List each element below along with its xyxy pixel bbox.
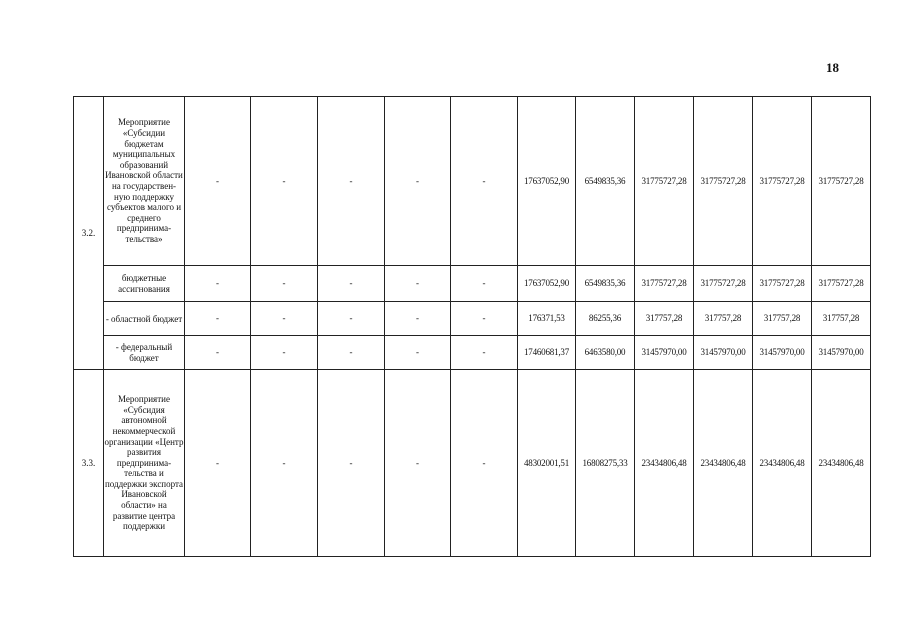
empty-value-cell: - xyxy=(451,97,518,266)
amount-cell: 31457970,00 xyxy=(753,336,812,370)
empty-value-cell: - xyxy=(251,336,318,370)
amount-cell: 176371,53 xyxy=(518,302,576,336)
empty-value-cell: - xyxy=(318,336,385,370)
empty-value-cell: - xyxy=(451,370,518,557)
measure-name: Мероприятие «Субсидия автономной некоммерческой организации «Центр развития предпринима-тельства и поддержки экспорта Ивановской области» на развитие центра поддержки xyxy=(104,370,185,557)
amount-cell: 86255,36 xyxy=(576,302,635,336)
amount-cell: 17637052,90 xyxy=(518,97,576,266)
amount-cell: 317757,28 xyxy=(635,302,694,336)
empty-value-cell: - xyxy=(185,336,251,370)
table-row xyxy=(74,302,871,336)
amount-cell: 31775727,28 xyxy=(635,97,694,266)
amount-cell: 31775727,28 xyxy=(753,97,812,266)
row-number: 3.2. xyxy=(74,97,104,370)
amount-cell: 17460681,37 xyxy=(518,336,576,370)
empty-value-cell: - xyxy=(385,266,451,302)
amount-cell: 31457970,00 xyxy=(635,336,694,370)
amount-cell: 17637052,90 xyxy=(518,266,576,302)
amount-cell: 31457970,00 xyxy=(812,336,871,370)
budget-table xyxy=(73,96,871,557)
amount-cell: 23434806,48 xyxy=(694,370,753,557)
table-row xyxy=(74,336,871,370)
empty-value-cell: - xyxy=(185,266,251,302)
empty-value-cell: - xyxy=(451,336,518,370)
amount-cell: 48302001,51 xyxy=(518,370,576,557)
table-row xyxy=(74,370,871,557)
amount-cell: 31775727,28 xyxy=(635,266,694,302)
empty-value-cell: - xyxy=(185,97,251,266)
amount-cell: 16808275,33 xyxy=(576,370,635,557)
amount-cell: 317757,28 xyxy=(753,302,812,336)
amount-cell: 317757,28 xyxy=(694,302,753,336)
page-number: 18 xyxy=(826,60,839,75)
amount-cell: 6463580,00 xyxy=(576,336,635,370)
amount-cell: 31775727,28 xyxy=(753,266,812,302)
measure-name: бюджетные ассигнования xyxy=(104,266,185,302)
measure-name: Мероприятие «Субсидии бюджетам муниципальных образований Ивановской области на государствен-ную поддержку субъектов малого и среднего предпринима-тельства» xyxy=(104,97,185,266)
amount-cell: 6549835,36 xyxy=(576,97,635,266)
empty-value-cell: - xyxy=(251,302,318,336)
table-row xyxy=(74,97,871,266)
empty-value-cell: - xyxy=(451,302,518,336)
empty-value-cell: - xyxy=(251,97,318,266)
empty-value-cell: - xyxy=(451,266,518,302)
amount-cell: 23434806,48 xyxy=(812,370,871,557)
row-number: 3.3. xyxy=(74,370,104,557)
empty-value-cell: - xyxy=(385,302,451,336)
amount-cell: 23434806,48 xyxy=(753,370,812,557)
amount-cell: 31775727,28 xyxy=(812,266,871,302)
empty-value-cell: - xyxy=(318,370,385,557)
empty-value-cell: - xyxy=(385,336,451,370)
empty-value-cell: - xyxy=(318,97,385,266)
measure-name: - федеральный бюджет xyxy=(104,336,185,370)
empty-value-cell: - xyxy=(385,97,451,266)
empty-value-cell: - xyxy=(318,302,385,336)
empty-value-cell: - xyxy=(185,370,251,557)
empty-value-cell: - xyxy=(185,302,251,336)
amount-cell: 23434806,48 xyxy=(635,370,694,557)
amount-cell: 6549835,36 xyxy=(576,266,635,302)
amount-cell: 31775727,28 xyxy=(812,97,871,266)
measure-name: - областной бюджет xyxy=(104,302,185,336)
table-row xyxy=(74,266,871,302)
empty-value-cell: - xyxy=(251,370,318,557)
amount-cell: 31775727,28 xyxy=(694,97,753,266)
amount-cell: 317757,28 xyxy=(812,302,871,336)
empty-value-cell: - xyxy=(385,370,451,557)
empty-value-cell: - xyxy=(318,266,385,302)
amount-cell: 31775727,28 xyxy=(694,266,753,302)
empty-value-cell: - xyxy=(251,266,318,302)
amount-cell: 31457970,00 xyxy=(694,336,753,370)
